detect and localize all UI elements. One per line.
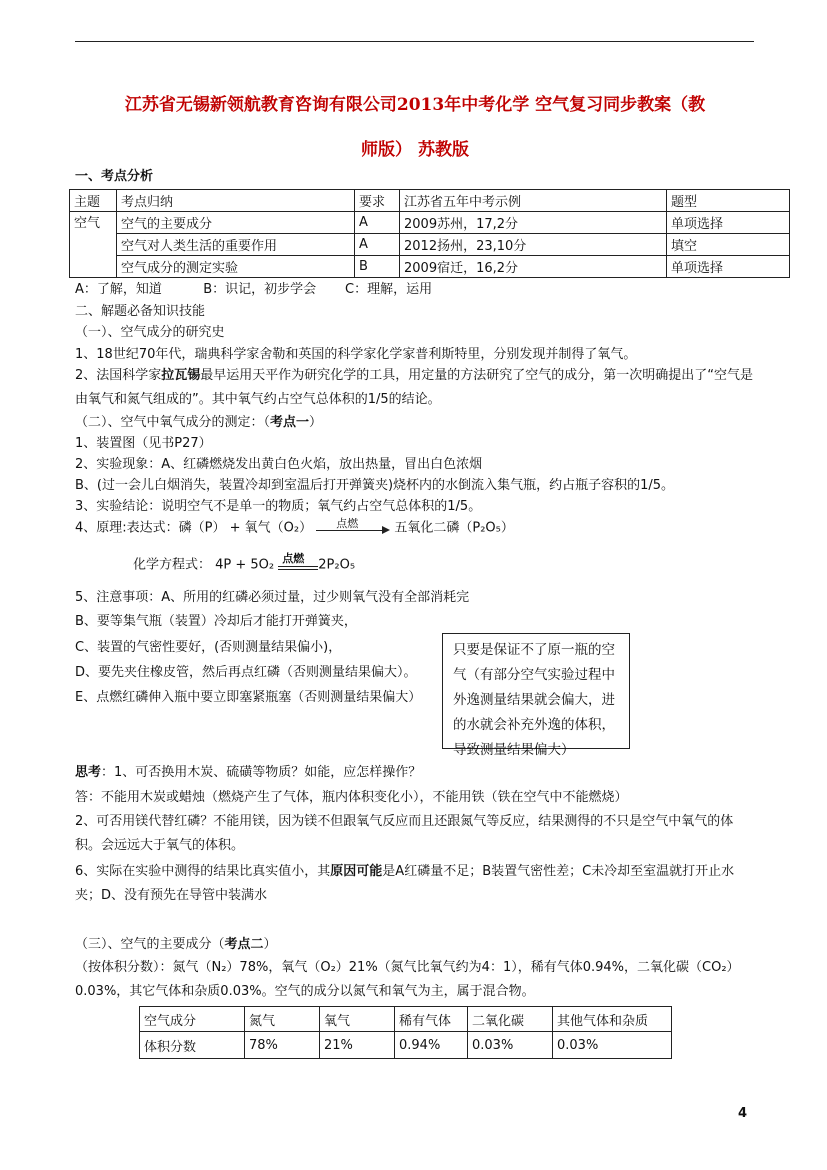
exam-point-1: 考点一 — [270, 415, 310, 430]
principle-expression: 4、原理:表达式：磷（P） + 氧气（O₂） 点燃 五氧化二磷（P₂O₅） — [75, 518, 514, 539]
table-cell: A — [355, 234, 400, 256]
notice-a: 5、注意事项：A、所用的红磷必须过量，过少则氧气没有全部消耗完 — [75, 590, 470, 605]
think-label: 思考 — [75, 765, 102, 780]
chemical-equation: 化学方程式： 4P + 5O₂ 点燃 2P₂O₅ — [133, 555, 355, 576]
table-cell: 空气的主要成分 — [117, 212, 355, 234]
section2-heading: 二、解题必备知识技能 — [75, 304, 206, 319]
doc-title-line2: 师版） 苏教版 — [361, 140, 469, 160]
think-question-1: 思考：1、可否换用木炭、硫磺等物质？如能，应怎样操作？ — [75, 765, 422, 780]
doc-title-line1: 江苏省无锡新领航教育咨询有限公司2013年中考化学 空气复习同步教案（教 — [124, 95, 706, 115]
notice-c: C、装置的气密性要好，(否则测量结果偏小)， — [75, 640, 342, 655]
table-cell: 氧气 — [320, 1007, 395, 1032]
equals-condition-icon: 点燃 — [278, 555, 318, 575]
think-question-6: 6、实际在实验中测得的结果比真实值小，其原因可能是A红磷量不足；B装置气密性差；C未冷却至室温就打开止水夹；D、没有预先在导管中装满水 — [75, 864, 735, 903]
table-row — [70, 234, 790, 256]
table-row — [140, 1007, 672, 1032]
table-row — [70, 256, 790, 278]
think-answer-1: 答：不能用木炭或蜡烛（燃烧产生了气体，瓶内体积变化小），不能用铁（铁在空气中不能燃烧） — [75, 790, 628, 805]
table-cell: 氮气 — [245, 1007, 320, 1032]
exam-point-2: 考点二 — [224, 937, 264, 952]
table-cell: 单项选择 — [667, 256, 790, 278]
notice-d: D、要先夹住橡皮管，然后再点红磷（否则测量结果偏大）。 — [75, 665, 417, 680]
table-cell: 2009苏州，17,2分 — [400, 212, 667, 234]
table-header-cell: 主题 — [70, 190, 117, 212]
table-cell: 0.03% — [553, 1032, 672, 1059]
table-cell: B — [355, 256, 400, 278]
phenomenon-b: B、(过一会儿白烟消失，装置冷却到室温后打开弹簧夹)烧杯内的水倒流入集气瓶，约占瓶子容积的1/5。 — [75, 478, 674, 493]
table-cell: 0.94% — [395, 1032, 468, 1059]
part3-heading: （三）、空气的主要成分（考点二） — [75, 937, 277, 952]
table-header-cell: 考点归纳 — [117, 190, 355, 212]
history-item-1: 1、18世纪70年代，瑞典科学家舍勒和英国的科学家化学家普利斯特里，分别发现并制得了氧气。 — [75, 347, 637, 362]
table-cell: 21% — [320, 1032, 395, 1059]
callout-box: 只要是保证不了原一瓶的空气（有部分空气实验过程中外逸测量结果就会偏大，进的水就会补充外逸的体积，导致测量结果偏大） — [442, 633, 630, 749]
table-row — [140, 1032, 672, 1059]
table-cell: A — [355, 212, 400, 234]
air-composition-text: （按体积分数）：氮气（N₂）78%，氧气（O₂）21%（氮气比氧气约为4：1），稀有气体0.94%，二氧化碳（CO₂）0.03%，其它气体和杂质0.03%。空气的成分以氮气和氧气为主，属于混合物。 — [75, 960, 740, 999]
table-cell: 78% — [245, 1032, 320, 1059]
section1-heading: 一、考点分析 — [75, 169, 154, 184]
header-rule — [75, 41, 754, 42]
table-cell: 空气对人类生活的重要作用 — [117, 234, 355, 256]
apparatus-line: 1、装置图（见书P27） — [75, 436, 212, 451]
table-cell: 体积分数 — [140, 1032, 245, 1059]
notice-e: E、点燃红磷伸入瓶中要立即塞紧瓶塞（否则测量结果偏大） — [75, 690, 422, 705]
table-cell: 填空 — [667, 234, 790, 256]
exam-point-table — [69, 189, 790, 278]
think-question-2: 2、可否用镁代替红磷？不能用镁，因为镁不但跟氧气反应而且还跟氮气等反应，结果测得的不只是空气中氧气的体积。会远远大于氧气的体积。 — [75, 814, 734, 853]
part1-heading: （一）、空气成分的研究史 — [75, 325, 225, 340]
table-cell: 空气成分 — [140, 1007, 245, 1032]
table-cell: 空气成分的测定实验 — [117, 256, 355, 278]
table-cell: 0.03% — [468, 1032, 553, 1059]
table-cell: 2009宿迁，16,2分 — [400, 256, 667, 278]
table-cell: 单项选择 — [667, 212, 790, 234]
conclusion-line: 3、实验结论：说明空气不是单一的物质；氧气约占空气总体积的1/5。 — [75, 499, 482, 514]
table-cell: 稀有气体 — [395, 1007, 468, 1032]
table-cell: 二氧化碳 — [468, 1007, 553, 1032]
lavoisier-name: 拉瓦锡 — [161, 368, 201, 383]
topic-cell: 空气 — [70, 212, 117, 278]
table-cell: 2012扬州，23,10分 — [400, 234, 667, 256]
table-header-cell: 题型 — [667, 190, 790, 212]
table-row — [70, 212, 790, 234]
table-header-cell: 江苏省五年中考示例 — [400, 190, 667, 212]
page-number: 4 — [738, 1106, 748, 1121]
air-composition-table — [139, 1006, 672, 1059]
notice-b: B、要等集气瓶（装置）冷却后才能打开弹簧夹， — [75, 614, 357, 629]
table-cell: 其他气体和杂质 — [553, 1007, 672, 1032]
level-legend: A：了解，知道 B：识记，初步学会 C：理解，运用 — [75, 282, 433, 297]
part2-heading: （二）、空气中氧气成分的测定：（考点一） — [75, 415, 323, 430]
history-item-2: 2、法国科学家拉瓦锡最早运用天平作为研究化学的工具，用定量的方法研究了空气的成分，第一次明确提出了“空气是由氧气和氮气组成的”。其中氧气约占空气总体积的1/5的结论。 — [75, 368, 754, 407]
table-header-row — [70, 190, 790, 212]
possible-reasons: 原因可能 — [330, 864, 383, 879]
table-header-cell: 要求 — [355, 190, 400, 212]
reaction-arrow-icon: 点燃 — [316, 518, 390, 538]
phenomenon-a: 2、实验现象：A、红磷燃烧发出黄白色火焰，放出热量，冒出白色浓烟 — [75, 457, 483, 472]
